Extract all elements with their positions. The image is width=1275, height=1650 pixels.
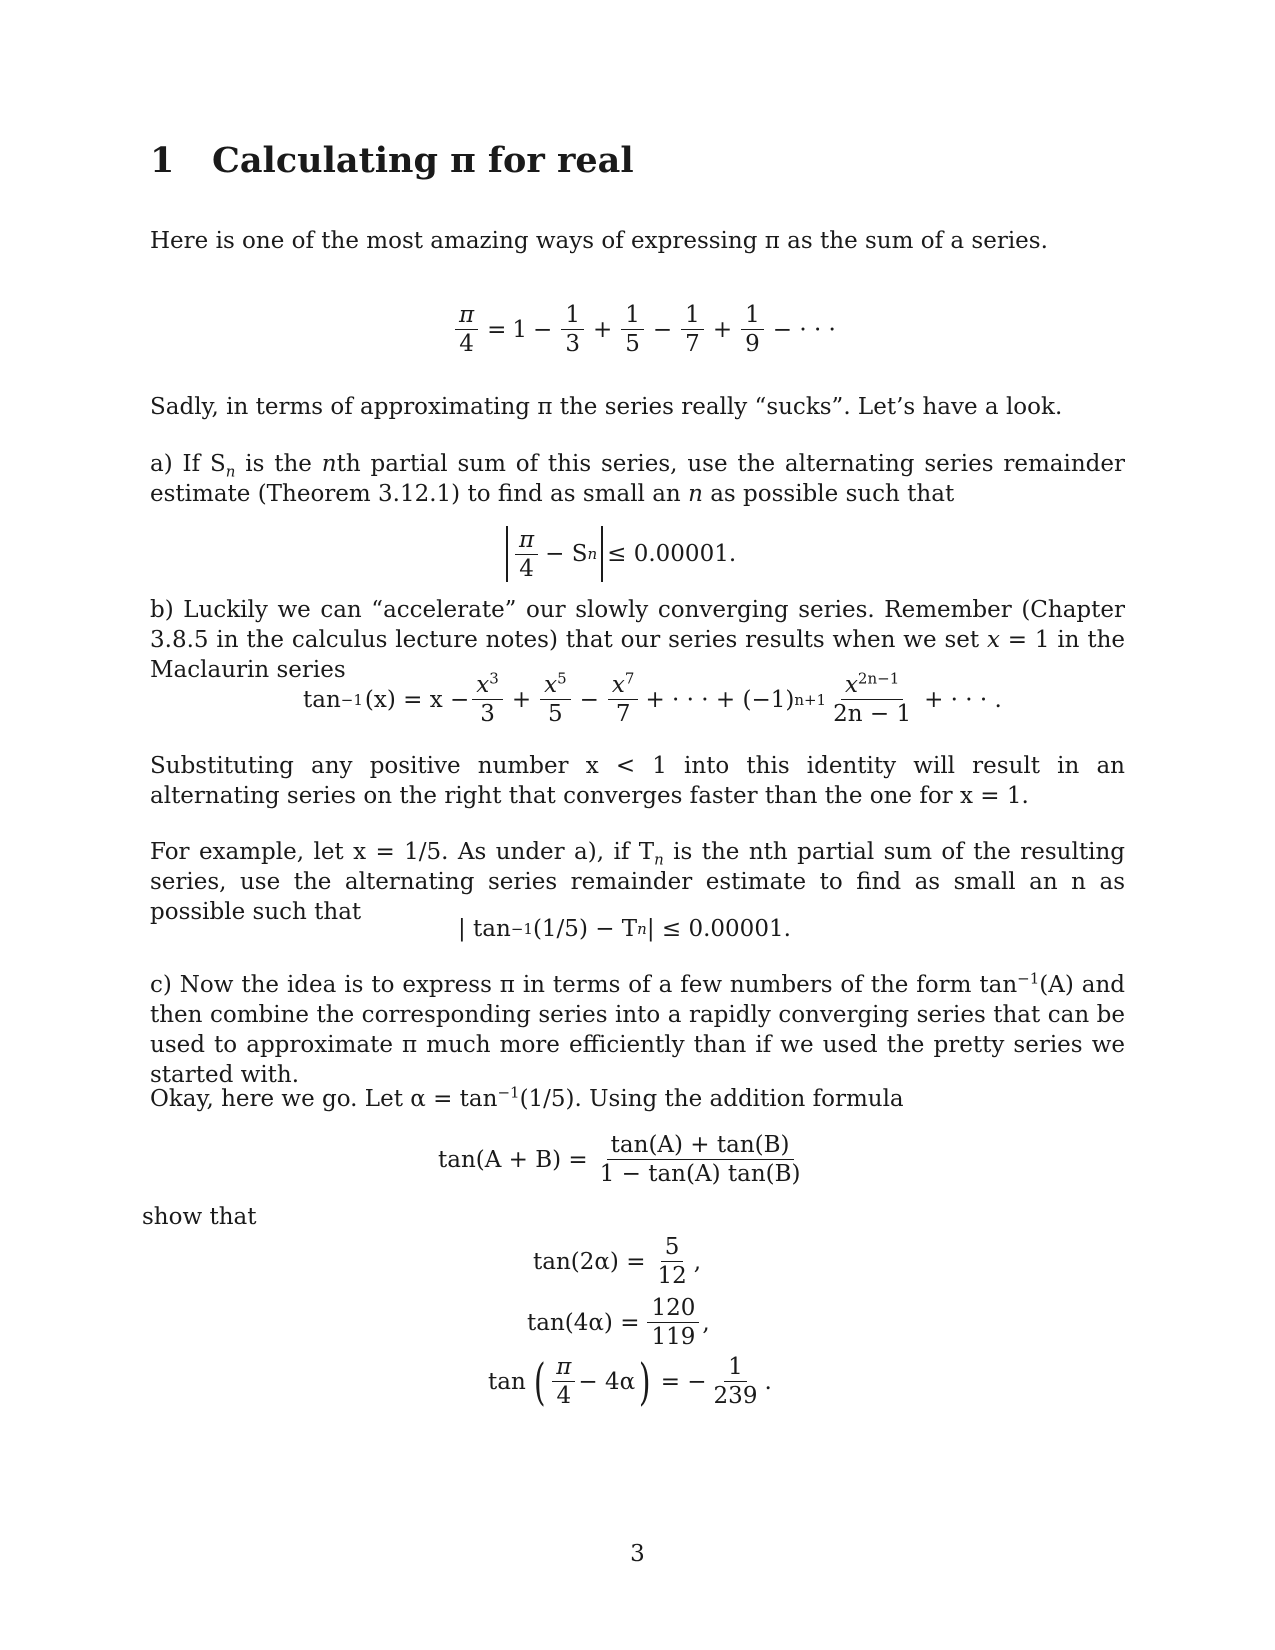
section-title: Calculating π for real: [212, 140, 634, 181]
fraction: $\frac{x^5}{5}$: [540, 672, 571, 727]
equation-tan-2alpha: tan(2α) = $\frac{5}{12}$ ,: [533, 1234, 702, 1289]
part-a-paragraph: a) If $S_n$ is the nth partial sum of this series, use the alternating series remainder estimate (Theorem 3.12.1) to find as small an n as possible such that: [150, 451, 1125, 507]
substitution-paragraph: Substituting any positive number x < 1 into this identity will result in an alternating series on the right that converges faster than the one for x = 1.: [150, 753, 1125, 809]
okay-paragraph: Okay, here we go. Let $\alpha = \tan^{-1}(1/5)$. Using the addition formula: [150, 1083, 904, 1112]
addition-formula: tan(A + B) = $\frac{\tan(A) + \tan(B)}{1 - \tan(A) \tan(B)}$: [438, 1132, 807, 1187]
leibniz-series: $\frac{\pi}{4}$ = 1 − $\frac{1}{3}$ + $\frac{1}{5}$ − $\frac{1}{7}$ + $\frac{1}{9}$ − · · ·: [452, 302, 842, 357]
fraction: $\frac{1}{9}$: [741, 302, 764, 357]
fraction: $\frac{\pi}{4}$: [552, 1354, 575, 1409]
fraction: $\frac{\tan(A) + \tan(B)}{1 - \tan(A) \tan(B)}$: [599, 1132, 801, 1187]
show-that-label: show that: [142, 1204, 257, 1230]
fraction: $\frac{x^{2n-1}}{2n - 1}$: [833, 669, 912, 727]
fraction: $\frac{1}{3}$: [561, 302, 584, 357]
equation-tan-pi-over-4: tan ( $\frac{\pi}{4}$ − 4α ) = − $\frac{1}{239}$ .: [488, 1352, 772, 1411]
inequality-a: $\frac{\pi}{4}$ − S n ≤ 0.00001.: [502, 526, 736, 582]
section-heading: [150, 140, 634, 181]
fraction: $\frac{5}{12}$: [657, 1234, 687, 1289]
fraction: $\frac{x^7}{7}$: [608, 672, 639, 727]
part-b-paragraph: b) Luckily we can “accelerate” our slowly converging series. Remember (Chapter 3.8.5 in the calculus lecture notes) that our series results when we set x = 1 in the Maclaurin series: [150, 597, 1125, 683]
example-paragraph: For example, let x = 1/5. As under a), if $T_n$ is the nth partial sum of the resulting series, use the alternating series remainder estimate to find as small an n as possible such that: [150, 839, 1125, 925]
inequality-b: | tan −1 (1/5) − T n | ≤ 0.00001.: [458, 916, 791, 942]
maclaurin-series: tan −1 (x) = x − $\frac{x^3}{3}$ + $\frac{x^5}{5}$ − $\frac{x^7}{7}$ + · · · + (−1) n+1 $\frac{x^{2n-1}}{2n - 1}$ + · · · .: [303, 669, 1002, 727]
part-c-paragraph: c) Now the idea is to express π in terms of a few numbers of the form $\tan^{-1}(A)$ and then combine the corresponding series into a rapidly converging series that can be used to approximate π much more efficiently than if we used the pretty series we started with.: [150, 969, 1125, 1088]
fraction: $\frac{1}{239}$: [713, 1354, 758, 1409]
fraction: $\frac{120}{119}$: [647, 1295, 699, 1350]
fraction: $\frac{1}{5}$: [621, 302, 644, 357]
page-number: 3: [630, 1541, 645, 1567]
fraction: $\frac{\pi}{4}$: [515, 527, 538, 582]
intro-paragraph: Here is one of the most amazing ways of expressing π as the sum of a series.: [150, 228, 1048, 254]
equation-tan-4alpha: tan(4α) = $\frac{120}{119}$ ,: [527, 1295, 710, 1350]
fraction: $\frac{1}{7}$: [681, 302, 704, 357]
fraction: $\frac{\pi}{4}$: [455, 302, 478, 357]
fraction: $\frac{x^3}{3}$: [472, 672, 503, 727]
section-number: 1: [150, 140, 175, 181]
sadly-paragraph: Sadly, in terms of approximating π the series really “sucks”. Let’s have a look.: [150, 394, 1063, 420]
